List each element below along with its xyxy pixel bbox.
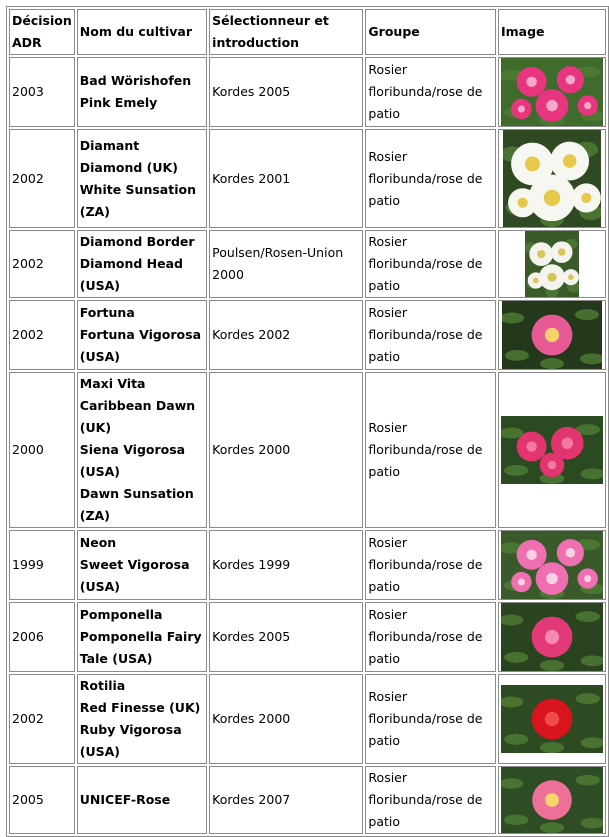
group-name: Rosier floribunda/rose de patio — [365, 530, 496, 600]
decision-year: 2000 — [9, 372, 75, 528]
table-row — [9, 57, 606, 127]
header-image: Image — [498, 9, 606, 55]
table-row — [9, 129, 606, 228]
breeder-introduction: Poulsen/Rosen-Union 2000 — [209, 230, 363, 298]
cultivar-name: Diamond (UK) — [79, 159, 178, 175]
group-name: Rosier floribunda/rose de patio — [365, 57, 496, 127]
cultivar-name: Bad Wörishofen — [79, 73, 192, 88]
cultivar-name: Pomponella Fairy Tale (USA) — [79, 629, 202, 666]
image-cell — [498, 674, 606, 764]
cultivar-name: Dawn Sunsation (ZA) — [79, 486, 194, 523]
cultivar-names — [77, 129, 207, 228]
pink-rose-photo[interactable] — [502, 301, 602, 369]
table-body — [9, 57, 606, 834]
cultivar-names — [77, 57, 207, 127]
pink-rose-photo[interactable] — [501, 767, 603, 833]
group-name: Rosier floribunda/rose de patio — [365, 129, 496, 228]
pink-roses-photo[interactable] — [501, 58, 603, 126]
table-row — [9, 602, 606, 672]
breeder-introduction: Kordes 2007 — [209, 766, 363, 834]
cultivar-name: Caribbean Dawn (UK) — [79, 398, 196, 435]
header-row — [9, 9, 606, 55]
cultivar-name: Ruby Vigorosa (USA) — [79, 722, 182, 759]
cultivar-name: Pomponella — [79, 607, 163, 622]
table-row — [9, 674, 606, 764]
image-cell — [498, 230, 606, 298]
image-cell — [498, 766, 606, 834]
white-roses-photo[interactable] — [525, 231, 579, 297]
table-row — [9, 372, 606, 528]
header-cultivar: Nom du cultivar — [77, 9, 207, 55]
group-name: Rosier floribunda/rose de patio — [365, 230, 496, 298]
cultivar-name: White Sunsation (ZA) — [79, 181, 196, 219]
cultivar-name: Fortuna Vigorosa (USA) — [79, 327, 202, 364]
cultivar-name: Rotilia — [79, 678, 126, 693]
cultivar-name: UNICEF-Rose — [79, 792, 171, 807]
cultivar-name: Diamond Head (USA) — [79, 256, 183, 293]
image-cell — [498, 602, 606, 672]
decision-year: 2002 — [9, 230, 75, 298]
table-row — [9, 766, 606, 834]
group-name: Rosier floribunda/rose de patio — [365, 602, 496, 672]
cultivar-name: Diamant — [79, 137, 140, 153]
decision-year: 1999 — [9, 530, 75, 600]
cultivar-name: Maxi Vita — [79, 376, 146, 391]
cultivar-names — [77, 602, 207, 672]
cultivar-table — [6, 6, 609, 837]
table-row — [9, 300, 606, 370]
image-cell — [498, 530, 606, 600]
cultivar-names — [77, 230, 207, 298]
cultivar-name: Sweet Vigorosa (USA) — [79, 557, 190, 594]
group-name: Rosier floribunda/rose de patio — [365, 372, 496, 528]
cultivar-name: Neon — [79, 535, 117, 550]
image-cell — [498, 129, 606, 228]
group-name: Rosier floribunda/rose de patio — [365, 674, 496, 764]
white-roses-photo[interactable] — [503, 130, 601, 227]
breeder-introduction: Kordes 2000 — [209, 674, 363, 764]
cultivar-names — [77, 530, 207, 600]
pink-roses-photo[interactable] — [501, 531, 603, 599]
decision-year: 2002 — [9, 129, 75, 228]
image-cell — [498, 372, 606, 528]
cultivar-names — [77, 300, 207, 370]
decision-year: 2003 — [9, 57, 75, 127]
pink-rose-photo[interactable] — [501, 603, 603, 671]
decision-year: 2002 — [9, 674, 75, 764]
breeder-introduction: Kordes 2005 — [209, 57, 363, 127]
decision-year: 2002 — [9, 300, 75, 370]
breeder-introduction: Kordes 2000 — [209, 372, 363, 528]
decision-year: 2006 — [9, 602, 75, 672]
table-row — [9, 230, 606, 298]
cultivar-name: Diamond Border — [79, 234, 195, 249]
image-cell — [498, 300, 606, 370]
cultivar-name: Red Finesse (UK) — [79, 700, 201, 715]
breeder-introduction: Kordes 2005 — [209, 602, 363, 672]
cultivar-name: Fortuna — [79, 305, 135, 320]
breeder-introduction: Kordes 2001 — [209, 129, 363, 228]
cultivar-name: Pink Emely — [79, 95, 158, 110]
header-decision: Décision ADR — [9, 9, 75, 55]
header-breeder: Sélectionneur et introduction — [209, 9, 363, 55]
table-row — [9, 530, 606, 600]
decision-year: 2005 — [9, 766, 75, 834]
cultivar-name: Siena Vigorosa (USA) — [79, 442, 186, 479]
cultivar-names — [77, 766, 207, 834]
breeder-introduction: Kordes 2002 — [209, 300, 363, 370]
group-name: Rosier floribunda/rose de patio — [365, 766, 496, 834]
header-group: Groupe — [365, 9, 496, 55]
cultivar-names — [77, 372, 207, 528]
group-name: Rosier floribunda/rose de patio — [365, 300, 496, 370]
red-rose-photo[interactable] — [501, 685, 603, 753]
breeder-introduction: Kordes 1999 — [209, 530, 363, 600]
cultivar-names — [77, 674, 207, 764]
pink-roses-photo[interactable] — [501, 416, 603, 484]
image-cell — [498, 57, 606, 127]
